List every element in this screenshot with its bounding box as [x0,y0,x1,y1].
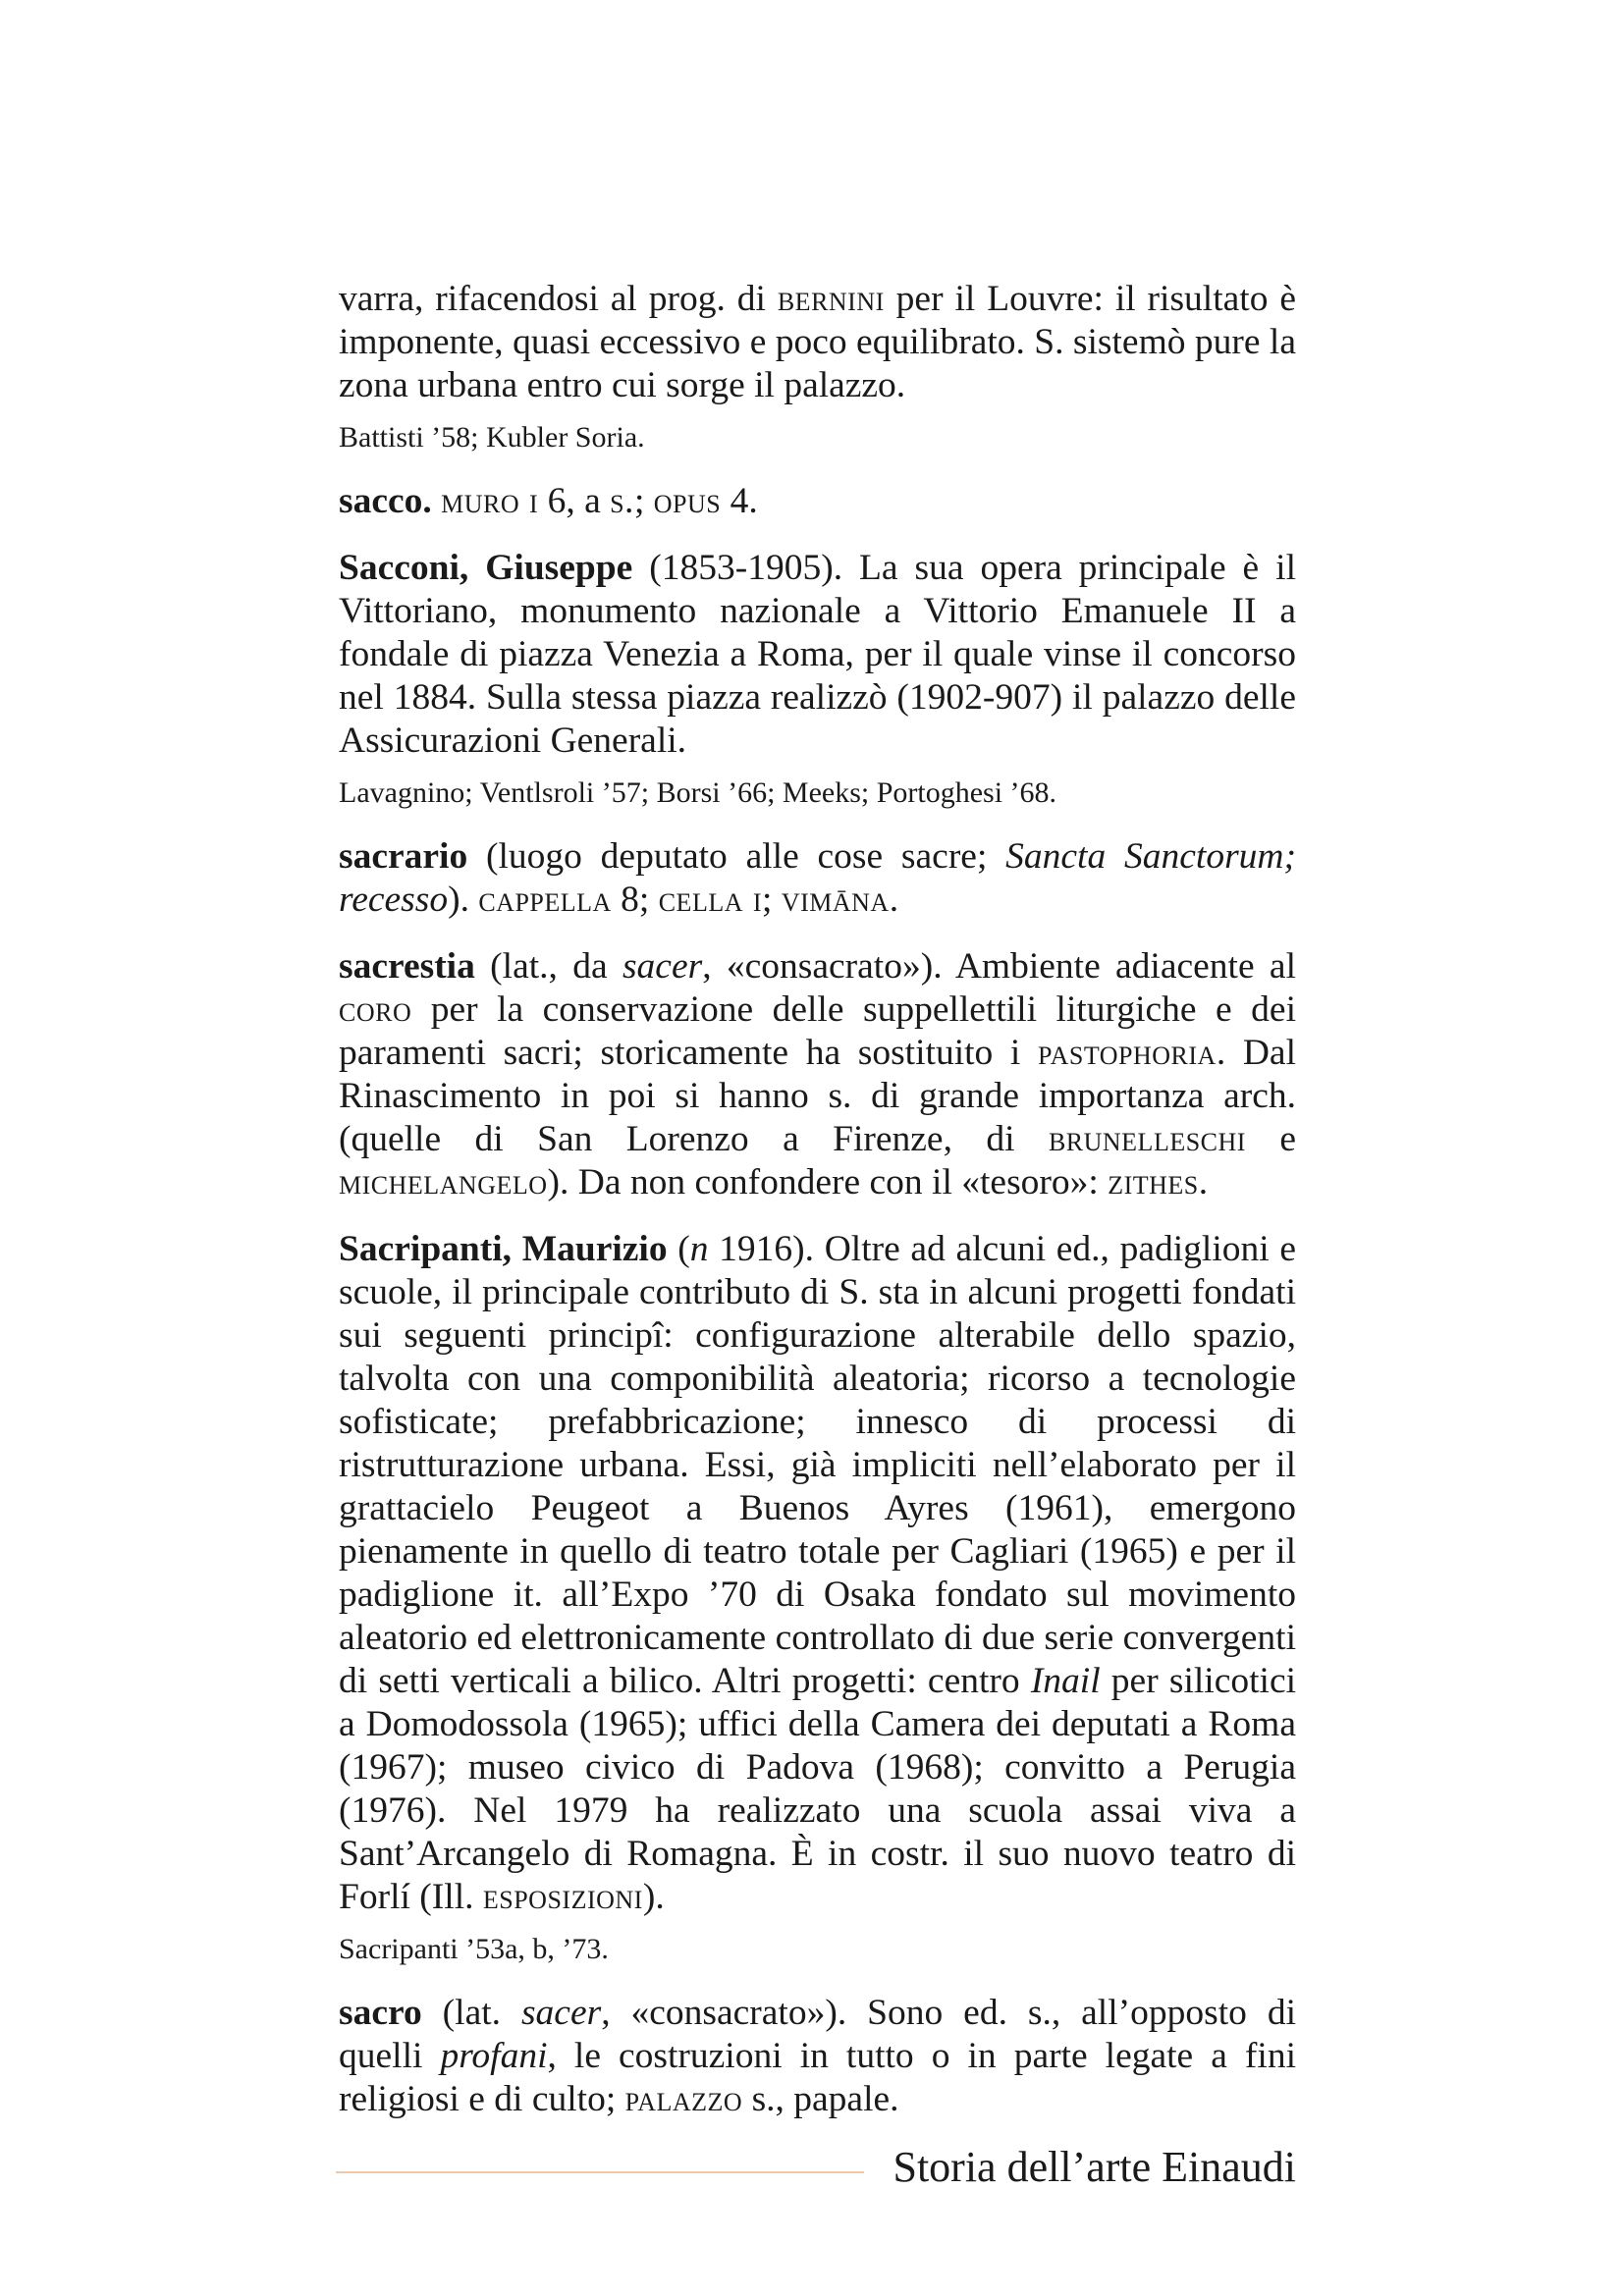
entry-sacro [339,1992,1296,2121]
body-text: varra, rifacendosi al prog. di [339,279,778,319]
body-text: (luogo deputato alle cose sacre; [467,836,1006,877]
footer-title: Storia dell’arte Einaudi [893,2143,1296,2191]
entry-cont [339,278,1296,407]
body-text: (lat. [421,1993,521,2033]
headword: Sacripanti, Maurizio [339,1229,668,1269]
italic-text: n [689,1229,709,1269]
entry-sacrario [339,835,1296,922]
body-text: per la conservazione delle suppellettili liturgiche e dei paramenti sacri; storicamente ha sostituito i [339,989,1296,1073]
bibliography-sacripanti: Sacripanti ’53a, b, ’73. [339,1933,609,1965]
bibliography-sacconi: Lavagnino; Ventlsroli ’57; Borsi ’66; Meeks; Portoghesi ’68. [339,776,1057,809]
body-text: 4. [721,481,758,521]
body-text: e [1245,1119,1296,1159]
body-text: . [889,880,899,920]
cross-reference: cappella [478,880,612,920]
body-text: , le costruzioni in tutto o in parte legate a fini religiosi e di culto; [339,2036,1297,2119]
headword: Sacconi, Giuseppe [339,548,633,588]
body-text: ( [667,1229,690,1269]
italic-text: profani [440,2036,548,2076]
body-text: ; [762,880,782,920]
cross-reference: michelangelo [339,1162,548,1202]
dictionary-column [339,278,1296,2145]
headword: sacrestia [339,946,475,987]
italic-text: Sancta Sanctorum; recesso [339,836,1296,920]
italic-text: sacer [622,946,703,987]
italic-text: sacer [520,1993,602,2033]
cross-reference: opus [653,481,722,521]
body-text: 8; [611,880,659,920]
cross-reference: muro i [441,481,539,521]
entry-sacco [339,480,1296,523]
entry-sacconi [339,547,1296,763]
body-text [432,481,441,521]
body-text: ). Da non confondere con il «tesoro»: [547,1162,1109,1202]
body-text: ; [633,481,654,521]
cross-reference: bernini [777,279,885,319]
headword: sacro [339,1993,422,2033]
entry-sacrestia [339,945,1296,1204]
cross-reference: cella i [658,880,763,920]
cross-reference: vimāna [781,880,890,920]
body-text: ). [642,1877,665,1917]
cross-reference: zithes [1108,1162,1199,1202]
body-text: 1916). Oltre ad alcuni ed., padiglioni e scuole, il principale contributo di S. sta in alcuni progetti fondati sui seguenti principî: configurazione alterabile dello spazio, talvolta con una componibilità aleatoria; ricorso a tecnologie sofisticate; prefabbricazione; innesco di processi di ristrutturazione urbana. Essi, già impliciti nell’elaborato per il grattacielo Peugeot a Buenos Ayres (1961), emergono pienamente in quello di teatro totale per Cagliari (1965) e per il padiglione it. all’Expo ’70 di Osaka fondato sul movimento aleatorio ed elettronicamente controllato di due serie convergenti di setti verticali a bilico. Altri progetti: centro [339,1229,1296,1701]
body-text: (lat., da [474,946,622,987]
cross-reference: pastophoria [1038,1033,1217,1073]
body-text: ). [448,880,479,920]
cross-reference: coro [339,989,412,1030]
cross-reference: s. [610,481,634,521]
cross-reference: esposizioni [482,1877,643,1917]
body-text: (1853-1905). La sua opera principale è il Vittoriano, monumento nazionale a Vittorio Emanuele II a fondale di piazza Venezia a Roma, per il quale vinse il concorso nel 1884. Sulla stessa piazza realizzò (1902-907) il palazzo delle Assicurazioni Generali. [339,548,1296,761]
body-text: s., papale. [742,2079,899,2119]
body-text: . Dal Rinascimento in poi si hanno s. di grande importanza arch. (quelle di San Lorenzo a Firenze, di [339,1033,1296,1159]
headword: sacco. [339,481,432,521]
footer-rule [336,2171,864,2173]
bibliography-cont: Battisti ’58; Kubler Soria. [339,421,645,454]
body-text: per silicotici a Domodossola (1965); uffici della Camera dei deputati a Roma (1967); museo civico di Padova (1968); convitto a Perugia (1976). Nel 1979 ha realizzato una scuola assai viva a Sant’Arcangelo di Romagna. È in costr. il suo nuovo teatro di Forlí (Ill. [339,1661,1297,1917]
headword: sacrario [339,836,468,877]
cross-reference: brunelleschi [1048,1119,1246,1159]
body-text: 6, a [538,481,611,521]
cross-reference: palazzo [624,2079,743,2119]
body-text: , «consacrato»). Ambiente adiacente al [702,946,1296,987]
body-text: . [1198,1162,1209,1202]
body-text: , «consacrato»). Sono ed. s., all’opposto di quelli [339,1993,1296,2076]
body-text: per il Louvre: il risultato è imponente, quasi eccessivo e poco equilibrato. S. sistemò pure la zona urbana entro cui sorge il palazzo. [339,279,1297,405]
entry-sacripanti [339,1228,1296,1919]
italic-text: Inail [1030,1661,1101,1701]
